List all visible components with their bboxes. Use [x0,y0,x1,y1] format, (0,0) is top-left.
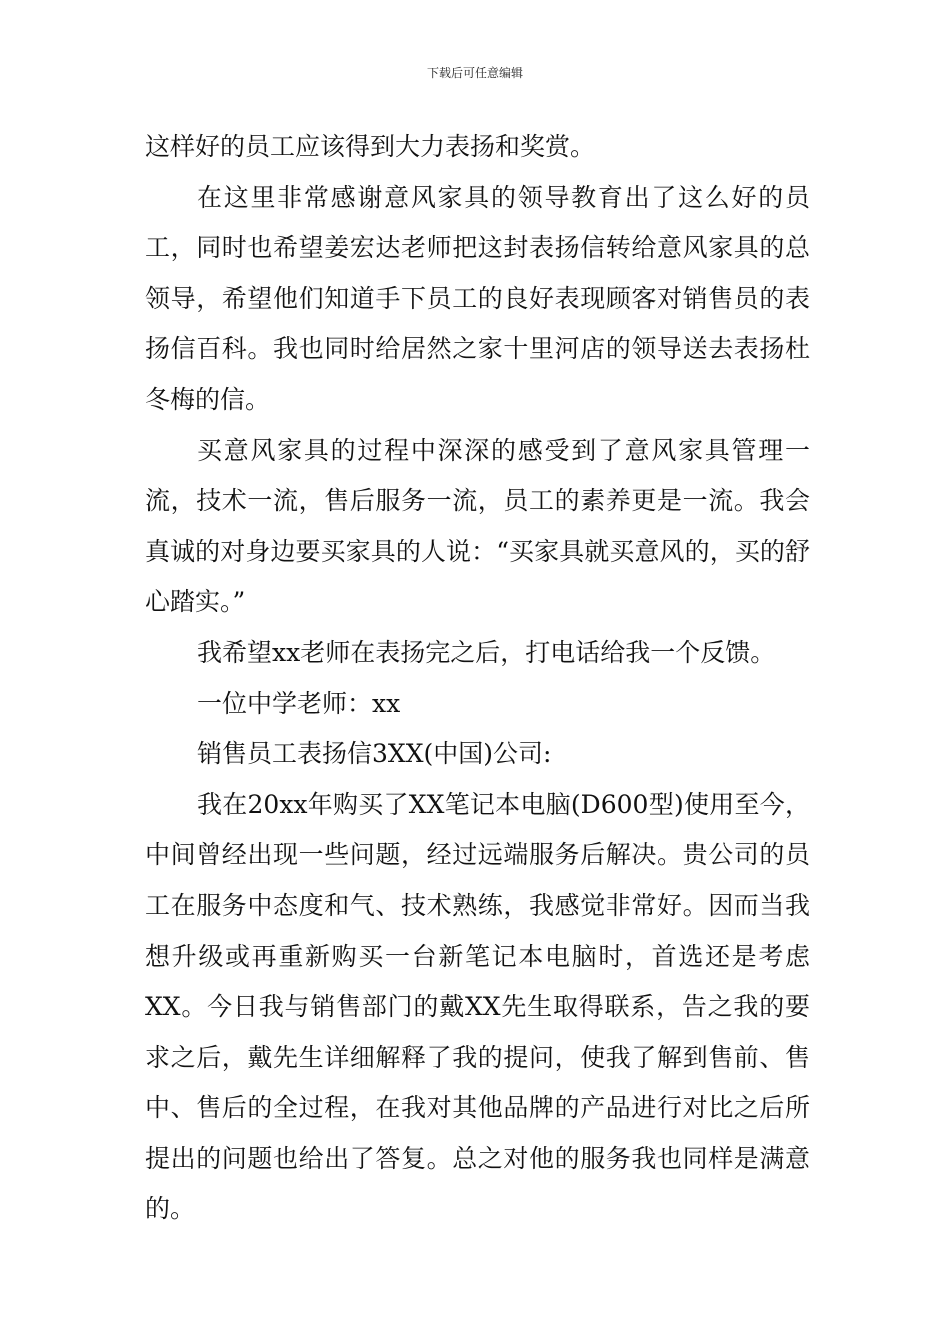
paragraph-7: 我在20xx年购买了XX笔记本电脑(D600型)使用至今，中间曾经出现一些问题，经过远端服务后解决。贵公司的员工在服务中态度和气、技术熟练，我感觉非常好。因而当我想升级或再重新购买一台新笔记本电脑时，首选还是考虑XX。今日我与销售部门的戴XX先生取得联系，告之我的要求之后，戴先生详细解释了我的提问，使我了解到售前、售中、售后的全过程，在我对其他品牌的产品进行对比之后所提出的问题也给出了答复。总之对他的服务我也同样是满意的。 [145,789,810,1224]
paragraph-3: 买意风家具的过程中深深的感受到了意风家具管理一流，技术一流，售后服务一流，员工的素养更是一流。我会真诚的对身边要买家具的人说：“买家具就买意风的，买的舒心踏实。” [145,435,810,617]
paragraph-1: 这样好的员工应该得到大力表扬和奖赏。 [145,132,596,161]
document-body [145,122,810,1235]
signature-line: 一位中学老师：xx [197,688,401,718]
paragraph-2: 在这里非常感谢意风家具的领导教育出了这么好的员工，同时也希望姜宏达老师把这封表扬信转给意风家具的总领导，希望他们知道手下员工的良好表现顾客对销售员的表扬信百科。我也同时给居然之家十里河店的领导送去表扬杜冬梅的信。 [145,182,810,414]
letter-title: 销售员工表扬信3XX(中国)公司: [197,739,552,769]
page-header: 下载后可任意编辑 [426,66,523,80]
paragraph-4: 我希望xx老师在表扬完之后，打电话给我一个反馈。 [197,637,776,667]
